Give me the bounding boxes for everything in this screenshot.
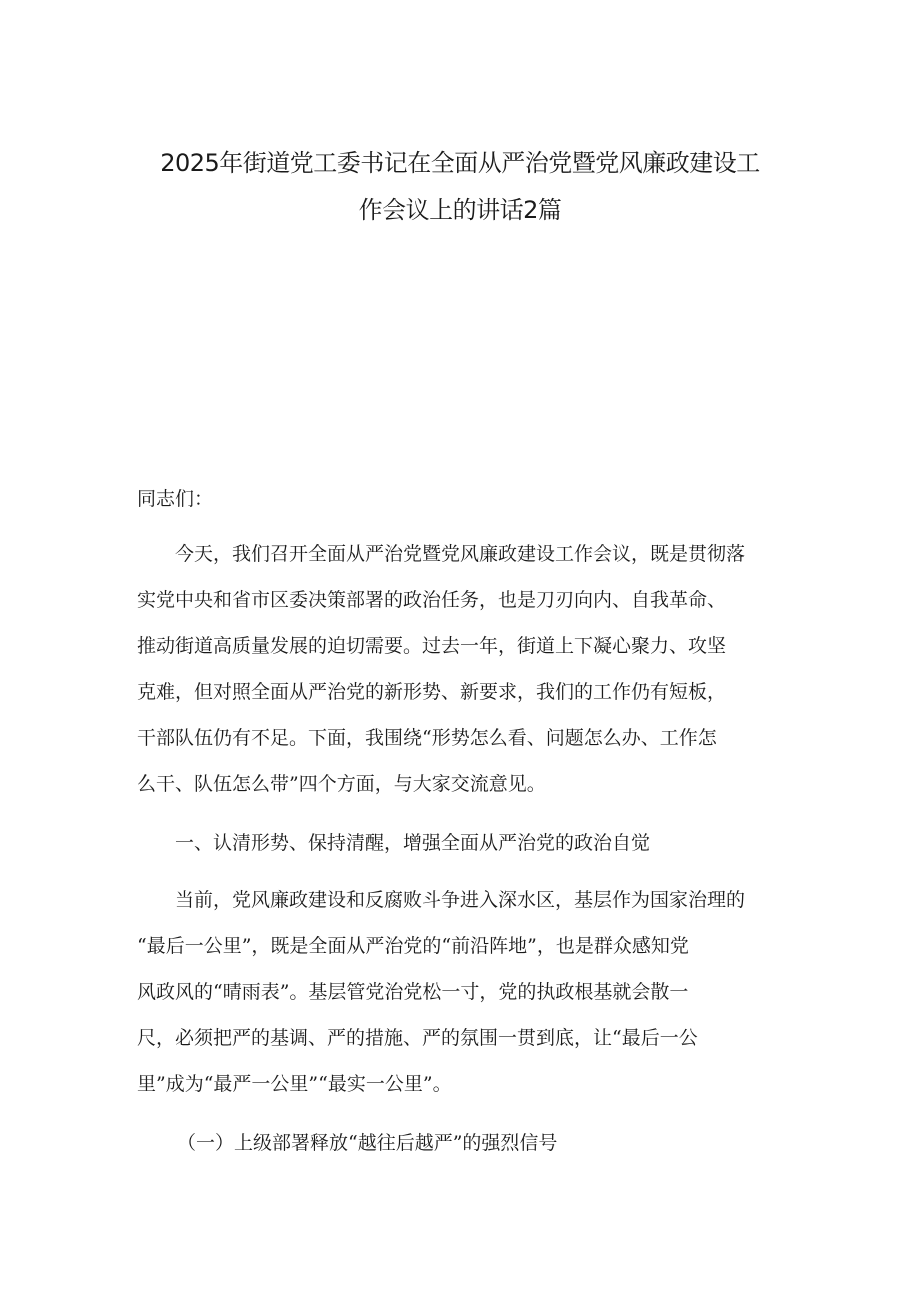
paragraph-line: 当前，党风廉政建设和反腐败斗争进入深水区，基层作为国家治理的	[175, 889, 746, 911]
document-title-line-1: 2025年街道党工委书记在全面从严治党暨党风廉政建设工	[160, 149, 760, 177]
paragraph-line: 尺，必须把严的基调、严的措施、严的氛围一贯到底，让“最后一公	[137, 1027, 698, 1049]
section-heading: 一、认清形势、保持清醒，增强全面从严治党的政治自觉	[175, 832, 651, 854]
paragraph-line: 推动街道高质量发展的迫切需要。过去一年，街道上下凝心聚力、攻坚	[137, 635, 727, 657]
paragraph-line: “最后一公里”，既是全面从严治党的“前沿阵地”，也是群众感知党	[137, 935, 689, 957]
paragraph-line: 克难，但对照全面从严治党的新形势、新要求，我们的工作仍有短板，	[137, 681, 727, 703]
paragraph-line: 干部队伍仍有不足。下面，我围绕“形势怎么看、问题怎么办、工作怎	[137, 727, 717, 749]
paragraph-line: 么干、队伍怎么带”四个方面，与大家交流意见。	[137, 773, 546, 795]
paragraph-line: 实党中央和省市区委决策部署的政治任务，也是刀刃向内、自我革命、	[137, 589, 727, 611]
paragraph-line: 今天，我们召开全面从严治党暨党风廉政建设工作会议，既是贯彻落	[175, 543, 746, 565]
document-title-line-2: 作会议上的讲话2篇	[358, 196, 562, 224]
paragraph-line: 里”成为“最严一公里”“最实一公里”。	[137, 1073, 452, 1095]
paragraph-line: 风政风的“晴雨表”。基层管党治党松一寸，党的执政根基就会散一	[137, 981, 689, 1003]
salutation: 同志们：	[137, 488, 214, 510]
subsection-heading: （一）上级部署释放“越往后越严”的强烈信号	[177, 1132, 558, 1154]
